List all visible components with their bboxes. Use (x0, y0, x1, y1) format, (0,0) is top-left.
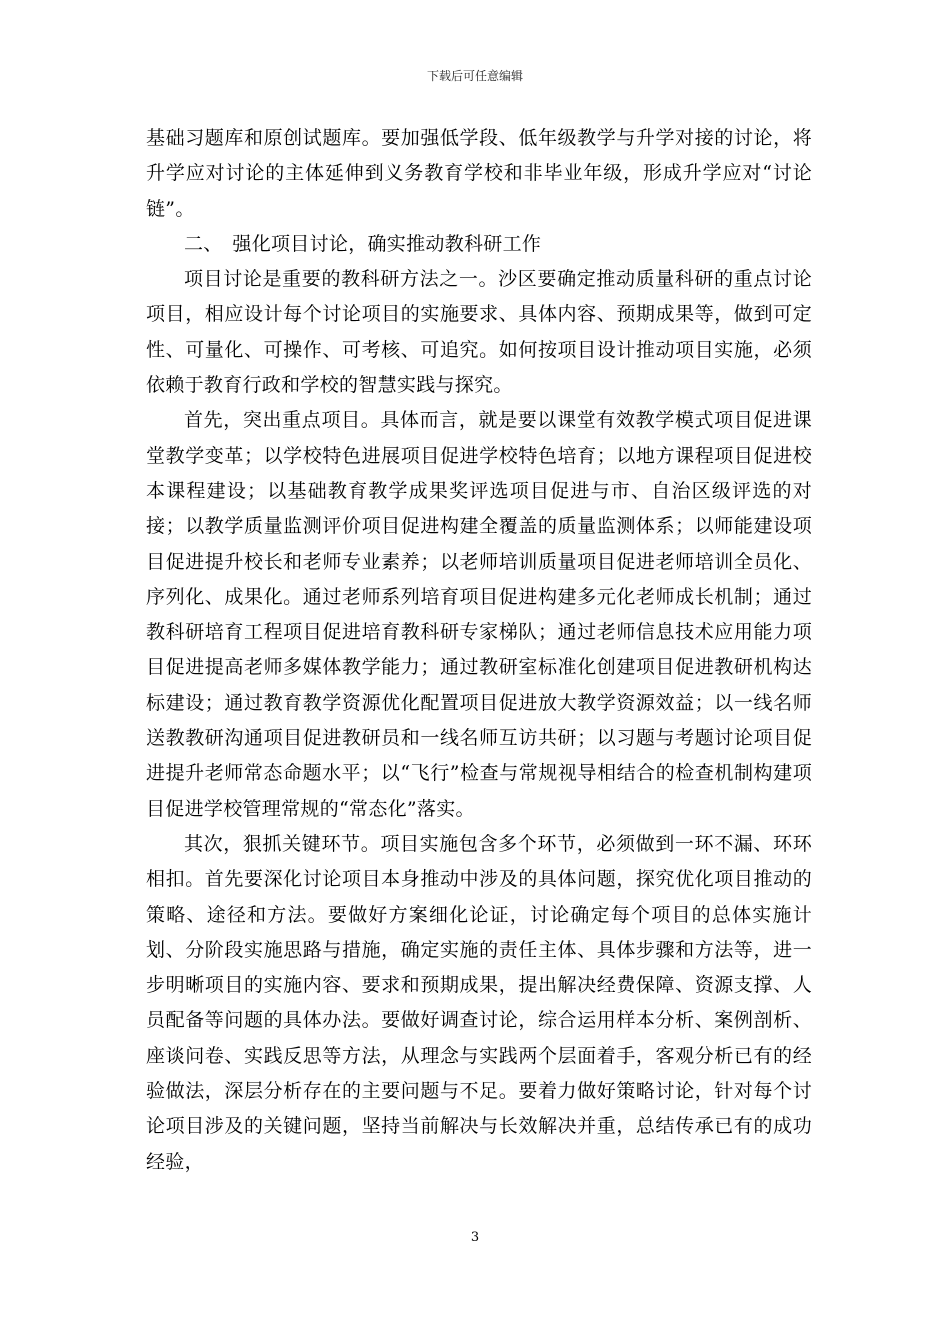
paragraph-continuation: 基础习题库和原创试题库。要加强低学段、低年级教学与升学对接的讨论，将升学应对讨论的主体延伸到义务教育学校和非毕业年级，形成升学应对“讨论链”。 (146, 127, 812, 220)
paragraph: 首先，突出重点项目。具体而言，就是要以课堂有效教学模式项目促进课堂教学变革；以学校特色进展项目促进学校特色培育；以地方课程项目促进校本课程建设；以基础教育教学成果奖评选项目促进与市、自治区级评选的对接；以教学质量监测评价项目促进构建全覆盖的质量监测体系；以师能建设项目促进提升校长和老师专业素养；以老师培训质量项目促进老师培训全员化、序列化、成果化。通过老师系列培育项目促进构建多元化老师成长机制；通过教科研培育工程项目促进培育教科研专家梯队；通过老师信息技术应用能力项目促进提高老师多媒体教学能力；通过教研室标准化创建项目促进教研机构达标建设；通过教育教学资源优化配置项目促进放大教学资源效益；以一线名师送教教研沟通项目促进教研员和一线名师互访共研；以习题与考题讨论项目促进提升老师常态命题水平；以“飞行”检查与常规视导相结合的检查机制构建项目促进学校管理常规的“常态化”落实。 (146, 409, 812, 820)
page-header: 下载后可任意编辑 (426, 69, 523, 83)
section-heading: 二、 强化项目讨论，确实推动教科研工作 (184, 232, 542, 255)
document-body (146, 121, 812, 1180)
paragraph: 其次，狠抓关键环节。项目实施包含多个环节，必须做到一环不漏、环环相扣。首先要深化讨论项目本身推动中涉及的具体问题，探究优化项目推动的策略、途径和方法。要做好方案细化论证，讨论确定每个项目的总体实施计划、分阶段实施思路与措施，确定实施的责任主体、具体步骤和方法等，进一步明晰项目的实施内容、要求和预期成果，提出解决经费保障、资源支撑、人员配备等问题的具体办法。要做好调查讨论，综合运用样本分析、案例剖析、座谈问卷、实践反思等方法，从理念与实践两个层面着手，客观分析已有的经验做法，深层分析存在的主要问题与不足。要着力做好策略讨论，针对每个讨论项目涉及的关键问题，坚持当前解决与长效解决并重，总结传承已有的成功经验， (146, 832, 812, 1173)
page-number: 3 (470, 1230, 480, 1245)
paragraph: 项目讨论是重要的教科研方法之一。沙区要确定推动质量科研的重点讨论项目，相应设计每个讨论项目的实施要求、具体内容、预期成果等，做到可定性、可量化、可操作、可考核、可追究。如何按项目设计推动项目实施，必须依赖于教育行政和学校的智慧实践与探究。 (146, 268, 812, 397)
